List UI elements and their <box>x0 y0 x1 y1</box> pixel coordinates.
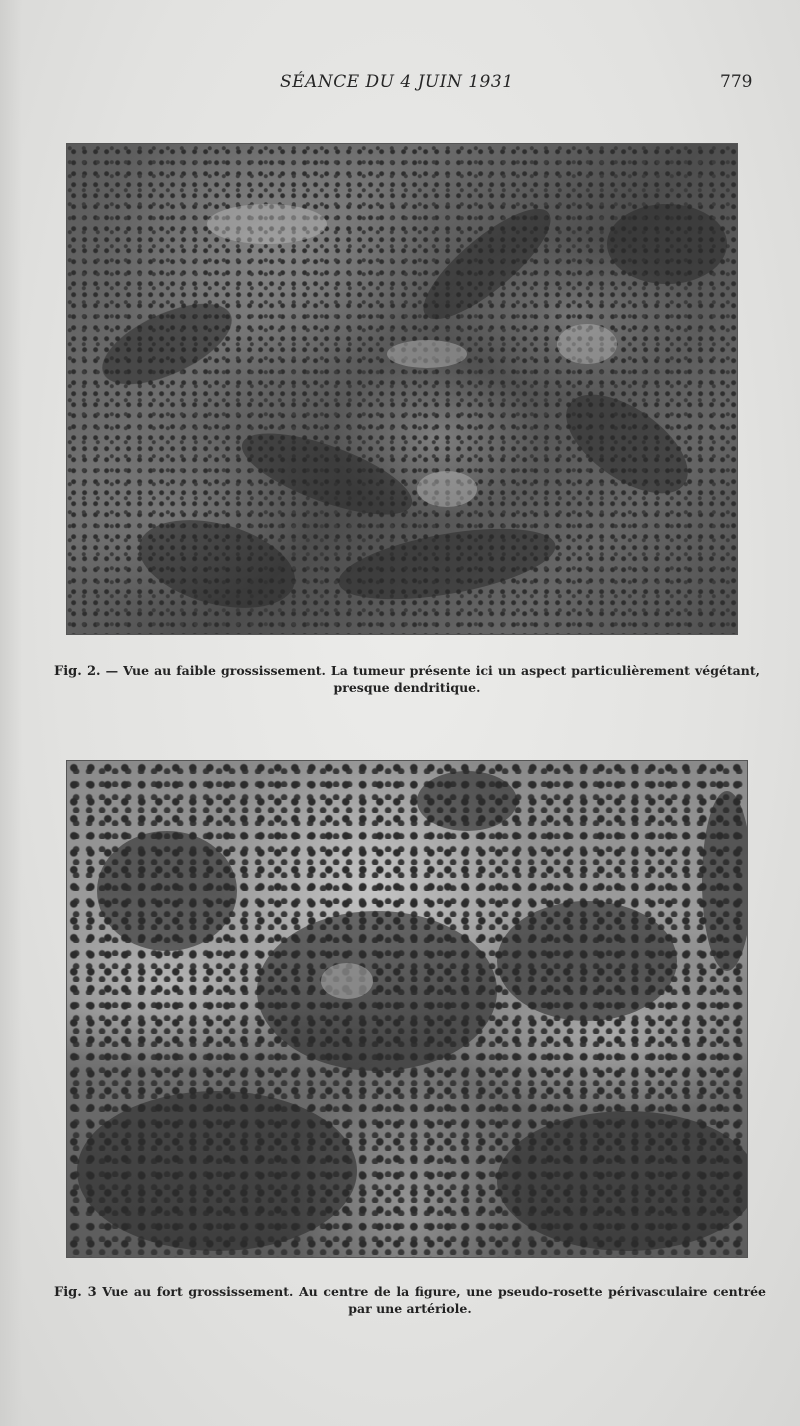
figure-3-caption <box>54 1284 766 1317</box>
figure-3-caption-text: Vue au fort grossissement. Au centre de la figure, une pseudo-rosette périvasculaire centrée <box>102 1284 766 1299</box>
figure-3-texture <box>67 761 747 1257</box>
figure-3-micrograph <box>66 760 748 1258</box>
page-number: 779 <box>720 72 753 92</box>
page-header <box>0 72 800 96</box>
figure-2-caption-text: — Vue au faible grossissement. La tumeur présente ici un aspect particulièrement végétant, <box>105 663 760 678</box>
figure-3-label: Fig. 3 <box>54 1285 97 1300</box>
figure-2-label: Fig. 2. <box>54 664 101 679</box>
figure-2-caption <box>54 663 760 696</box>
figure-3-caption-line-1 <box>54 1284 766 1301</box>
figure-2-texture <box>67 144 737 634</box>
figure-3-caption-line-2: par une artériole. <box>348 1301 472 1316</box>
figure-2-caption-line-1 <box>54 663 760 680</box>
figure-2-micrograph <box>66 143 738 635</box>
figure-2-caption-line-2: presque dendritique. <box>333 680 481 695</box>
running-title: SÉANCE DU 4 JUIN 1931 <box>280 72 514 92</box>
page-edge-shadow <box>0 0 22 1426</box>
